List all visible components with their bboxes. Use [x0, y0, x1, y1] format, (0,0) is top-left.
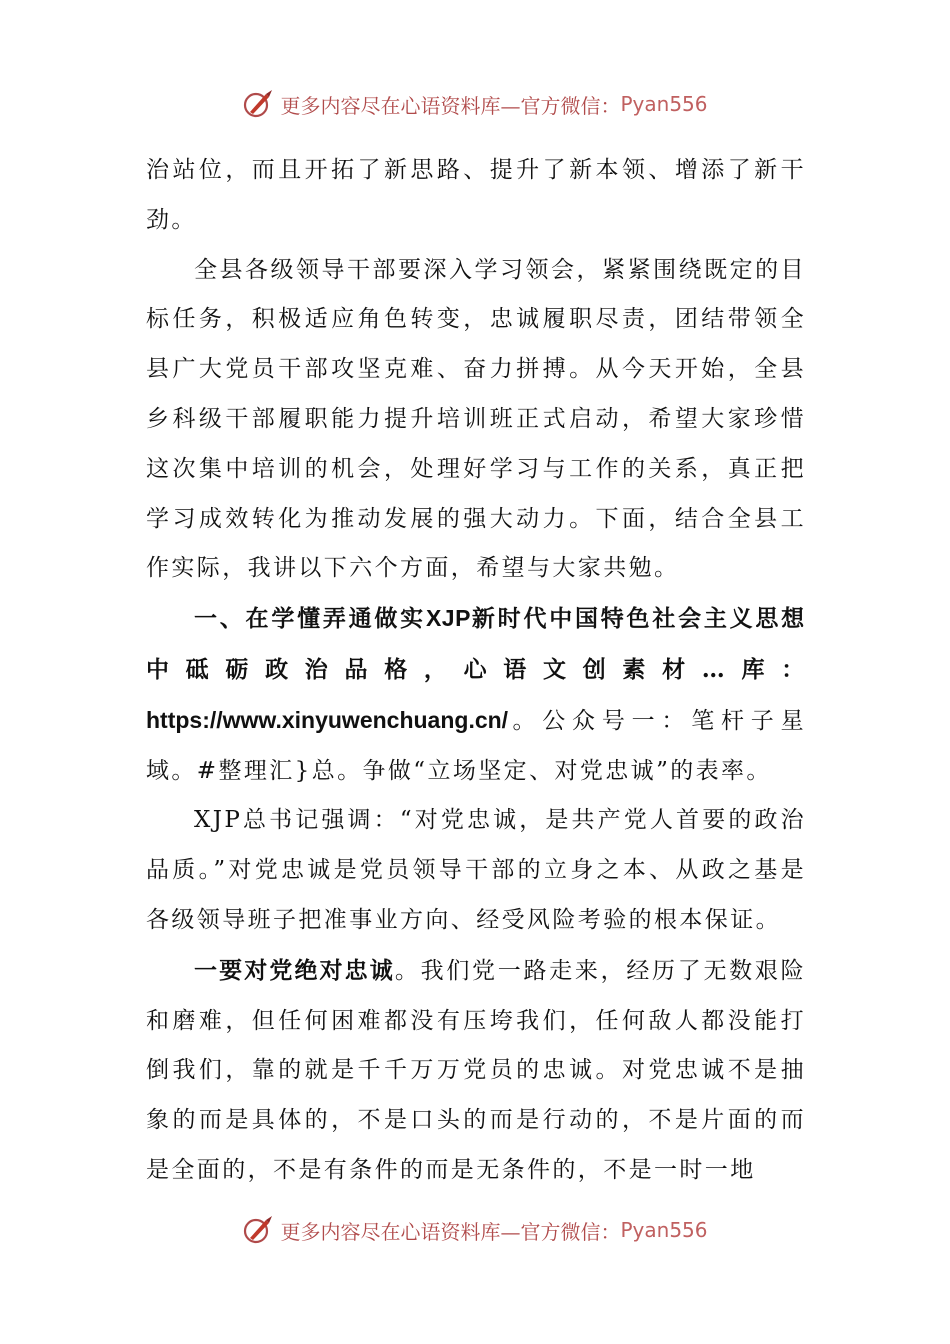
- banner-text: 更多内容尽在心语资料库—官方微信：: [280, 93, 621, 118]
- banner-handle: Pyan556: [620, 1218, 708, 1242]
- section-heading-number: 一、: [194, 605, 246, 633]
- quill-logo-icon: [242, 1214, 274, 1246]
- paragraph-4-text: 总书记强调：“对党忠诚，是共产党人首要的政治品质。”对党忠诚是党员领导干部的立身之本、从政之基是各级领导班子把准事业方向、经受风险考验的根本保证。: [146, 807, 806, 933]
- paragraph-5: [146, 946, 806, 1196]
- paragraph-4: [146, 796, 806, 945]
- quill-logo-icon: [242, 88, 274, 120]
- section-heading-part3: 。公众号一：笔杆子星域。#整理汇}总。争做“立场坚定、对党忠诚”的表率。: [146, 707, 806, 784]
- section-heading-part2: 新时代中国特色社会主义思想中砥砺政治品格，心语文创素材…库：: [146, 605, 806, 683]
- section-heading-part1: 在学懂弄通做实: [245, 605, 426, 633]
- section-heading-abbrev: XJP: [425, 605, 471, 632]
- paragraph-3: [146, 594, 806, 796]
- subheading-lead: 一要对党绝对忠诚: [194, 956, 395, 984]
- paragraph-5-text: 。我们党一路走来，经历了无数艰险和磨难，但任何困难都没有压垮我们，任何敌人都没能打倒我们，靠的就是千千万万党员的忠诚。对党忠诚不是抽象的而是具体的，不是口头的而是行动的，不是片面的而是全面的，不是有条件的而是无条件的，不是一时一地: [146, 957, 806, 1183]
- header-watermark-banner: [0, 84, 950, 124]
- footer-watermark-banner: [0, 1210, 950, 1250]
- source-url: https://www.xinyuwenchuang.cn/: [146, 706, 509, 733]
- abbrev-text: XJP: [194, 807, 243, 834]
- paragraph-2: 全县各级领导干部要深入学习领会，紧紧围绕既定的目标任务，积极适应角色转变，忠诚履职尽责，团结带领全县广大党员干部攻坚克难、奋力拼搏。从今天开始，全县乡科级干部履职能力提升培训班正式启动，希望大家珍惜这次集中培训的机会，处理好学习与工作的关系，真正把学习成效转化为推动发展的强大动力。下面，结合全县工作实际，我讲以下六个方面，希望与大家共勉。: [146, 256, 806, 582]
- banner-text: 更多内容尽在心语资料库—官方微信：: [280, 1219, 621, 1244]
- paragraph-1: 治站位，而且开拓了新思路、提升了新本领、增添了新干劲。: [146, 157, 806, 233]
- banner-handle: Pyan556: [620, 92, 708, 116]
- document-body: [146, 146, 806, 1196]
